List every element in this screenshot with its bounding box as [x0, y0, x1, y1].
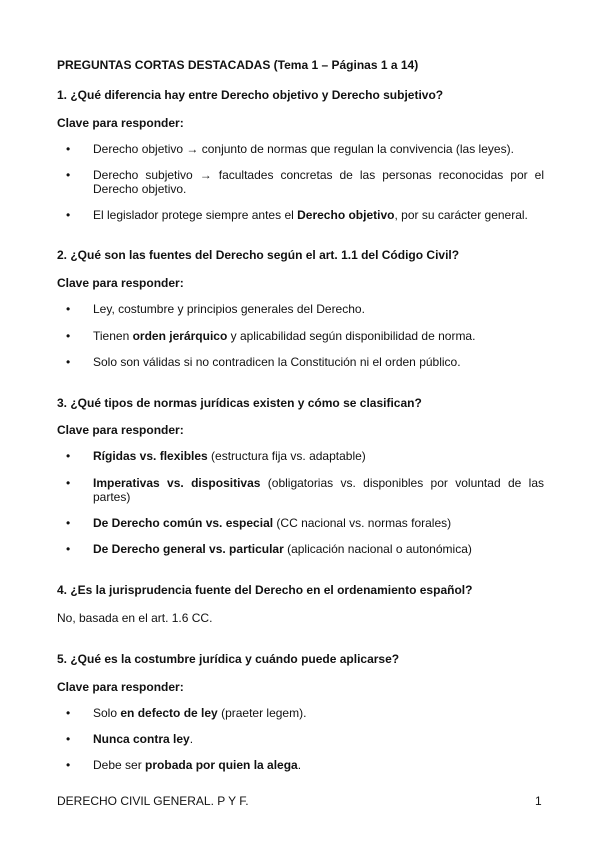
- question-1-heading: 1. ¿Qué diferencia hay entre Derecho objetivo y Derecho subjetivo?: [57, 88, 444, 102]
- footer-course-name: DERECHO CIVIL GENERAL. P Y F.: [57, 794, 249, 808]
- question-1-bullet-1: Derecho objetivo → conjunto de normas que regulan la convivencia (las leyes).: [93, 142, 514, 156]
- bullet-glyph: •: [66, 542, 71, 556]
- question-3-bullet-4: De Derecho general vs. particular (aplicación nacional o autonómica): [93, 542, 472, 556]
- question-1-key-label: Clave para responder:: [57, 116, 184, 130]
- question-2-heading: 2. ¿Qué son las fuentes del Derecho según el art. 1.1 del Código Civil?: [57, 248, 460, 262]
- question-2-bullet-1: Ley, costumbre y principios generales del Derecho.: [93, 302, 365, 316]
- question-3-bullet-3: De Derecho común vs. especial (CC nacional vs. normas forales): [93, 516, 452, 530]
- bullet-glyph: •: [66, 476, 71, 490]
- question-4-heading: 4. ¿Es la jurisprudencia fuente del Derecho en el ordenamiento español?: [57, 583, 473, 597]
- question-2-bullet-2: Tienen orden jerárquico y aplicabilidad según disponibilidad de norma.: [93, 329, 476, 343]
- question-1-bullet-2: Derecho subjetivo → facultades concretas de las personas reconocidas por el Derecho objetivo.: [93, 168, 544, 196]
- question-1-bullet-3: El legislador protege siempre antes el Derecho objetivo, por su carácter general.: [93, 208, 528, 222]
- bullet-glyph: •: [66, 706, 71, 720]
- bullet-glyph: •: [66, 758, 71, 772]
- bullet-glyph: •: [66, 732, 71, 746]
- bullet-glyph: •: [66, 302, 71, 316]
- question-3-key-label: Clave para responder:: [57, 423, 184, 437]
- question-3-bullet-1: Rígidas vs. flexibles (estructura fija vs. adaptable): [93, 449, 366, 463]
- question-2-bullet-3: Solo son válidas si no contradicen la Constitución ni el orden público.: [93, 355, 461, 369]
- bullet-glyph: •: [66, 329, 71, 343]
- question-5-bullet-2: Nunca contra ley.: [93, 732, 194, 746]
- question-3-bullet-2: Imperativas vs. dispositivas (obligatorias vs. disponibles por voluntad de las partes): [93, 476, 544, 504]
- question-5-bullet-1: Solo en defecto de ley (praeter legem).: [93, 706, 307, 720]
- question-2-key-label: Clave para responder:: [57, 276, 184, 290]
- bullet-glyph: •: [66, 168, 71, 182]
- bullet-glyph: •: [66, 449, 71, 463]
- bullet-glyph: •: [66, 516, 71, 530]
- bullet-glyph: •: [66, 142, 71, 156]
- question-5-key-label: Clave para responder:: [57, 680, 184, 694]
- question-5-heading: 5. ¿Qué es la costumbre jurídica y cuándo puede aplicarse?: [57, 652, 400, 666]
- bullet-glyph: •: [66, 208, 71, 222]
- footer-page-number: 1: [535, 794, 542, 808]
- bullet-glyph: •: [66, 355, 71, 369]
- document-title: PREGUNTAS CORTAS DESTACADAS (Tema 1 – Páginas 1 a 14): [57, 58, 419, 72]
- question-3-heading: 3. ¿Qué tipos de normas jurídicas existen y cómo se clasifican?: [57, 396, 422, 410]
- question-5-bullet-3: Debe ser probada por quien la alega.: [93, 758, 302, 772]
- question-4-answer: No, basada en el art. 1.6 CC.: [57, 611, 213, 625]
